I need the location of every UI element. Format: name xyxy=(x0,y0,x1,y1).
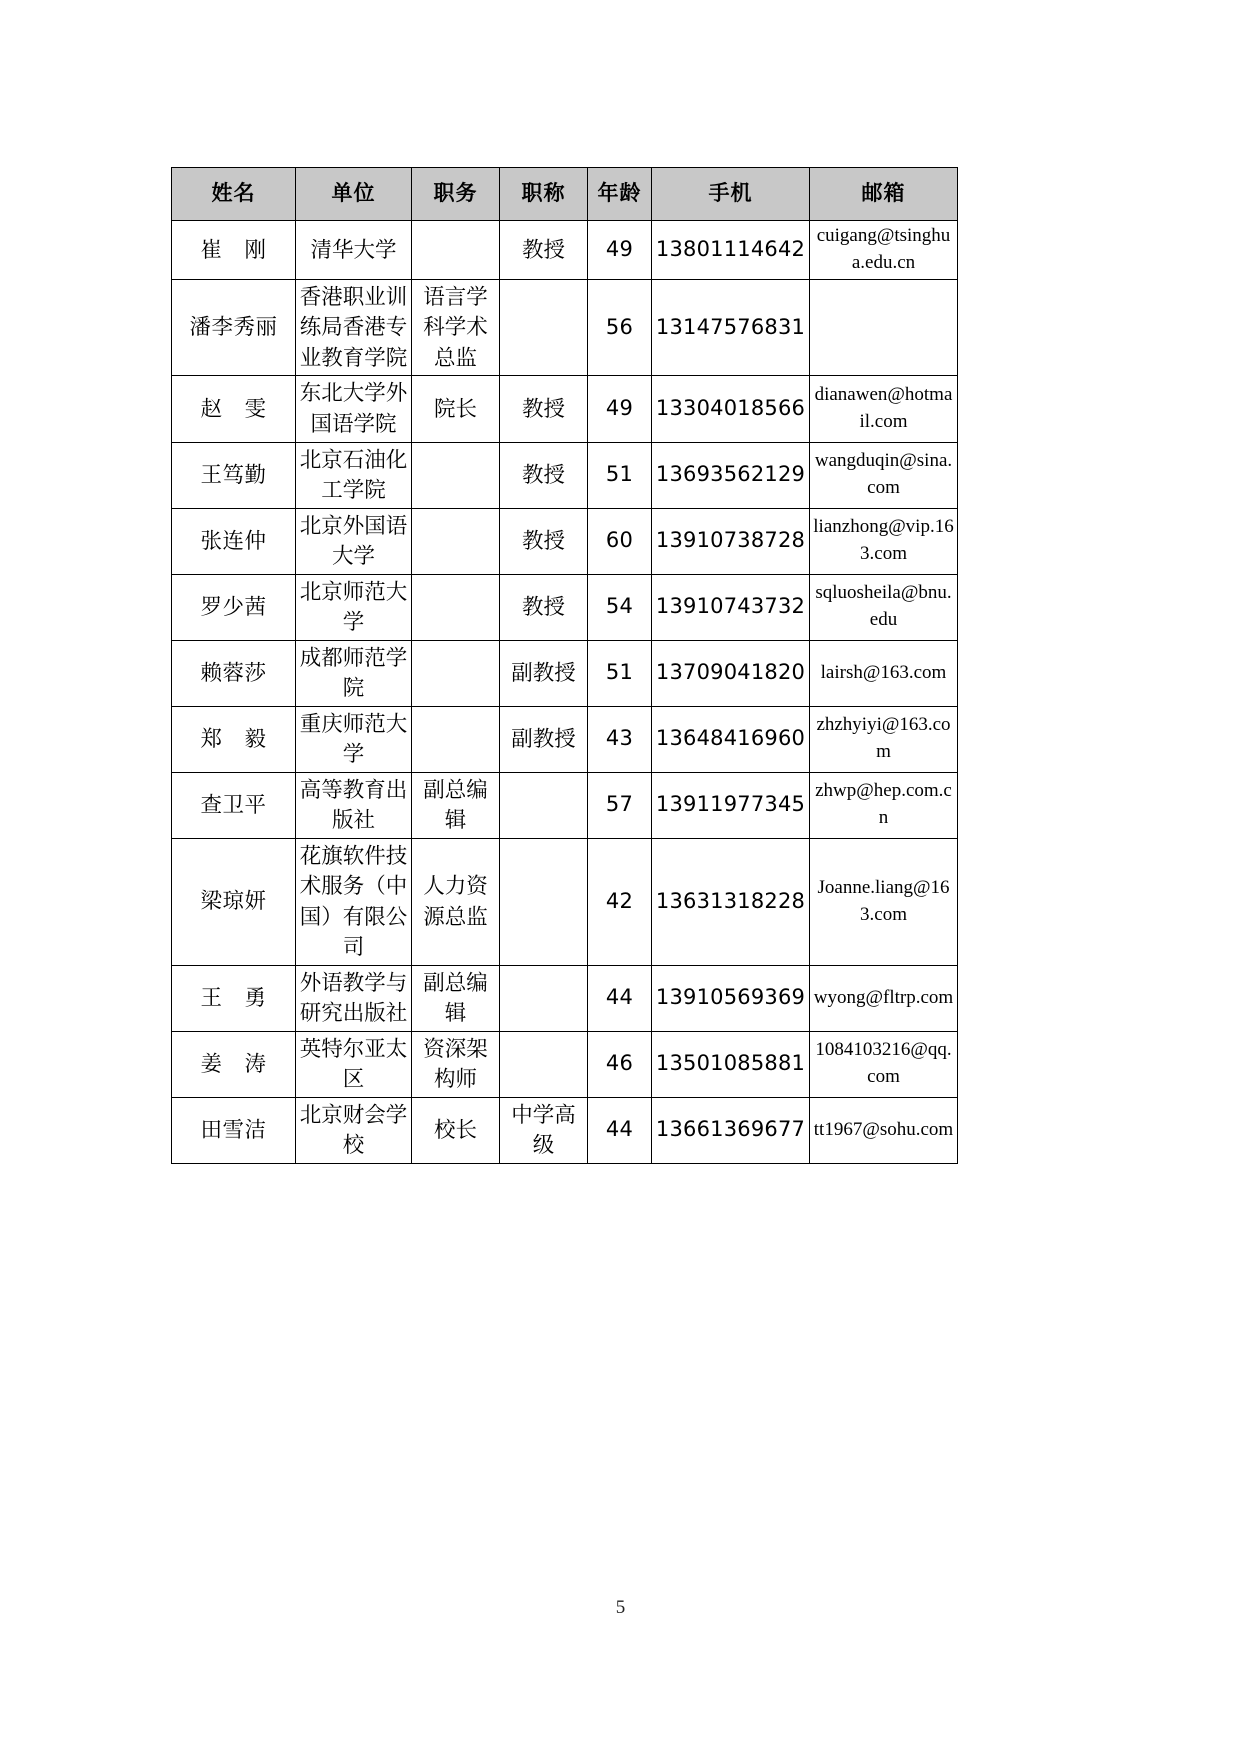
cell-email: tt1967@sohu.com xyxy=(810,1097,958,1163)
cell-post xyxy=(412,508,500,574)
cell-age: 49 xyxy=(588,221,652,280)
cell-name: 张连仲 xyxy=(172,508,296,574)
table-row xyxy=(172,640,958,706)
cell-post xyxy=(412,706,500,772)
cell-title xyxy=(500,965,588,1031)
cell-org: 英特尔亚太区 xyxy=(296,1031,412,1097)
table-row xyxy=(172,442,958,508)
cell-email: lianzhong@vip.163.com xyxy=(810,508,958,574)
cell-email: zhwp@hep.com.cn xyxy=(810,772,958,838)
cell-title xyxy=(500,838,588,965)
cell-title: 教授 xyxy=(500,442,588,508)
cell-age: 46 xyxy=(588,1031,652,1097)
table-row xyxy=(172,574,958,640)
cell-org: 北京师范大学 xyxy=(296,574,412,640)
cell-org: 外语教学与研究出版社 xyxy=(296,965,412,1031)
table-row xyxy=(172,772,958,838)
cell-phone: 13304018566 xyxy=(652,376,810,442)
cell-post: 资深架构师 xyxy=(412,1031,500,1097)
cell-name: 姜 涛 xyxy=(172,1031,296,1097)
column-header-post: 职务 xyxy=(412,168,500,221)
cell-email: sqluosheila@bnu.edu xyxy=(810,574,958,640)
cell-phone: 13661369677 xyxy=(652,1097,810,1163)
cell-name: 潘李秀丽 xyxy=(172,279,296,376)
cell-name: 王 勇 xyxy=(172,965,296,1031)
cell-age: 51 xyxy=(588,640,652,706)
cell-phone: 13709041820 xyxy=(652,640,810,706)
cell-title: 中学高级 xyxy=(500,1097,588,1163)
cell-email: cuigang@tsinghua.edu.cn xyxy=(810,221,958,280)
cell-name: 梁琼妍 xyxy=(172,838,296,965)
cell-phone: 13910569369 xyxy=(652,965,810,1031)
column-header-age: 年龄 xyxy=(588,168,652,221)
cell-post: 人力资源总监 xyxy=(412,838,500,965)
table-body xyxy=(172,221,958,1164)
cell-name: 郑 毅 xyxy=(172,706,296,772)
cell-title xyxy=(500,1031,588,1097)
cell-name: 赵 雯 xyxy=(172,376,296,442)
table-row xyxy=(172,221,958,280)
cell-age: 56 xyxy=(588,279,652,376)
cell-title xyxy=(500,279,588,376)
cell-phone: 13910738728 xyxy=(652,508,810,574)
cell-name: 查卫平 xyxy=(172,772,296,838)
cell-post xyxy=(412,574,500,640)
roster-table xyxy=(171,167,958,1164)
cell-age: 57 xyxy=(588,772,652,838)
cell-post: 校长 xyxy=(412,1097,500,1163)
cell-post: 语言学科学术总监 xyxy=(412,279,500,376)
cell-org: 北京石油化工学院 xyxy=(296,442,412,508)
cell-post: 副总编辑 xyxy=(412,772,500,838)
column-header-phone: 手机 xyxy=(652,168,810,221)
cell-post: 副总编辑 xyxy=(412,965,500,1031)
cell-post xyxy=(412,221,500,280)
column-header-email: 邮箱 xyxy=(810,168,958,221)
cell-email: dianawen@hotmail.com xyxy=(810,376,958,442)
cell-title: 教授 xyxy=(500,376,588,442)
cell-age: 44 xyxy=(588,1097,652,1163)
cell-org: 高等教育出版社 xyxy=(296,772,412,838)
cell-email: zhzhyiyi@163.com xyxy=(810,706,958,772)
table-row xyxy=(172,838,958,965)
cell-phone: 13801114642 xyxy=(652,221,810,280)
table-row xyxy=(172,965,958,1031)
cell-email: wangduqin@sina.com xyxy=(810,442,958,508)
cell-org: 成都师范学院 xyxy=(296,640,412,706)
cell-title: 副教授 xyxy=(500,706,588,772)
cell-email: wyong@fltrp.com xyxy=(810,965,958,1031)
cell-age: 49 xyxy=(588,376,652,442)
cell-post xyxy=(412,442,500,508)
cell-org: 清华大学 xyxy=(296,221,412,280)
table-header xyxy=(172,168,958,221)
column-header-title: 职称 xyxy=(500,168,588,221)
column-header-org: 单位 xyxy=(296,168,412,221)
cell-name: 崔 刚 xyxy=(172,221,296,280)
cell-phone: 13501085881 xyxy=(652,1031,810,1097)
cell-org: 北京财会学校 xyxy=(296,1097,412,1163)
cell-email: lairsh@163.com xyxy=(810,640,958,706)
cell-age: 42 xyxy=(588,838,652,965)
cell-title: 副教授 xyxy=(500,640,588,706)
cell-name: 罗少茜 xyxy=(172,574,296,640)
table-row xyxy=(172,376,958,442)
cell-title xyxy=(500,772,588,838)
cell-phone: 13147576831 xyxy=(652,279,810,376)
cell-post xyxy=(412,640,500,706)
cell-post: 院长 xyxy=(412,376,500,442)
cell-email: Joanne.liang@163.com xyxy=(810,838,958,965)
table-row xyxy=(172,1031,958,1097)
cell-title: 教授 xyxy=(500,221,588,280)
cell-name: 田雪洁 xyxy=(172,1097,296,1163)
cell-age: 43 xyxy=(588,706,652,772)
cell-age: 60 xyxy=(588,508,652,574)
table-row xyxy=(172,508,958,574)
cell-email: 1084103216@qq.com xyxy=(810,1031,958,1097)
roster-table-container xyxy=(171,167,957,1164)
table-row xyxy=(172,279,958,376)
cell-age: 51 xyxy=(588,442,652,508)
page-number: 5 xyxy=(615,1597,626,1618)
cell-phone: 13911977345 xyxy=(652,772,810,838)
table-row xyxy=(172,1097,958,1163)
table-header-row xyxy=(172,168,958,221)
cell-age: 44 xyxy=(588,965,652,1031)
cell-org: 花旗软件技术服务（中国）有限公司 xyxy=(296,838,412,965)
cell-name: 赖蓉莎 xyxy=(172,640,296,706)
cell-email xyxy=(810,279,958,376)
cell-age: 54 xyxy=(588,574,652,640)
cell-name: 王笃勤 xyxy=(172,442,296,508)
cell-phone: 13910743732 xyxy=(652,574,810,640)
cell-phone: 13631318228 xyxy=(652,838,810,965)
table-row xyxy=(172,706,958,772)
cell-org: 香港职业训练局香港专业教育学院 xyxy=(296,279,412,376)
cell-phone: 13648416960 xyxy=(652,706,810,772)
cell-phone: 13693562129 xyxy=(652,442,810,508)
cell-title: 教授 xyxy=(500,508,588,574)
cell-title: 教授 xyxy=(500,574,588,640)
cell-org: 北京外国语大学 xyxy=(296,508,412,574)
cell-org: 重庆师范大学 xyxy=(296,706,412,772)
column-header-name: 姓名 xyxy=(172,168,296,221)
cell-org: 东北大学外国语学院 xyxy=(296,376,412,442)
